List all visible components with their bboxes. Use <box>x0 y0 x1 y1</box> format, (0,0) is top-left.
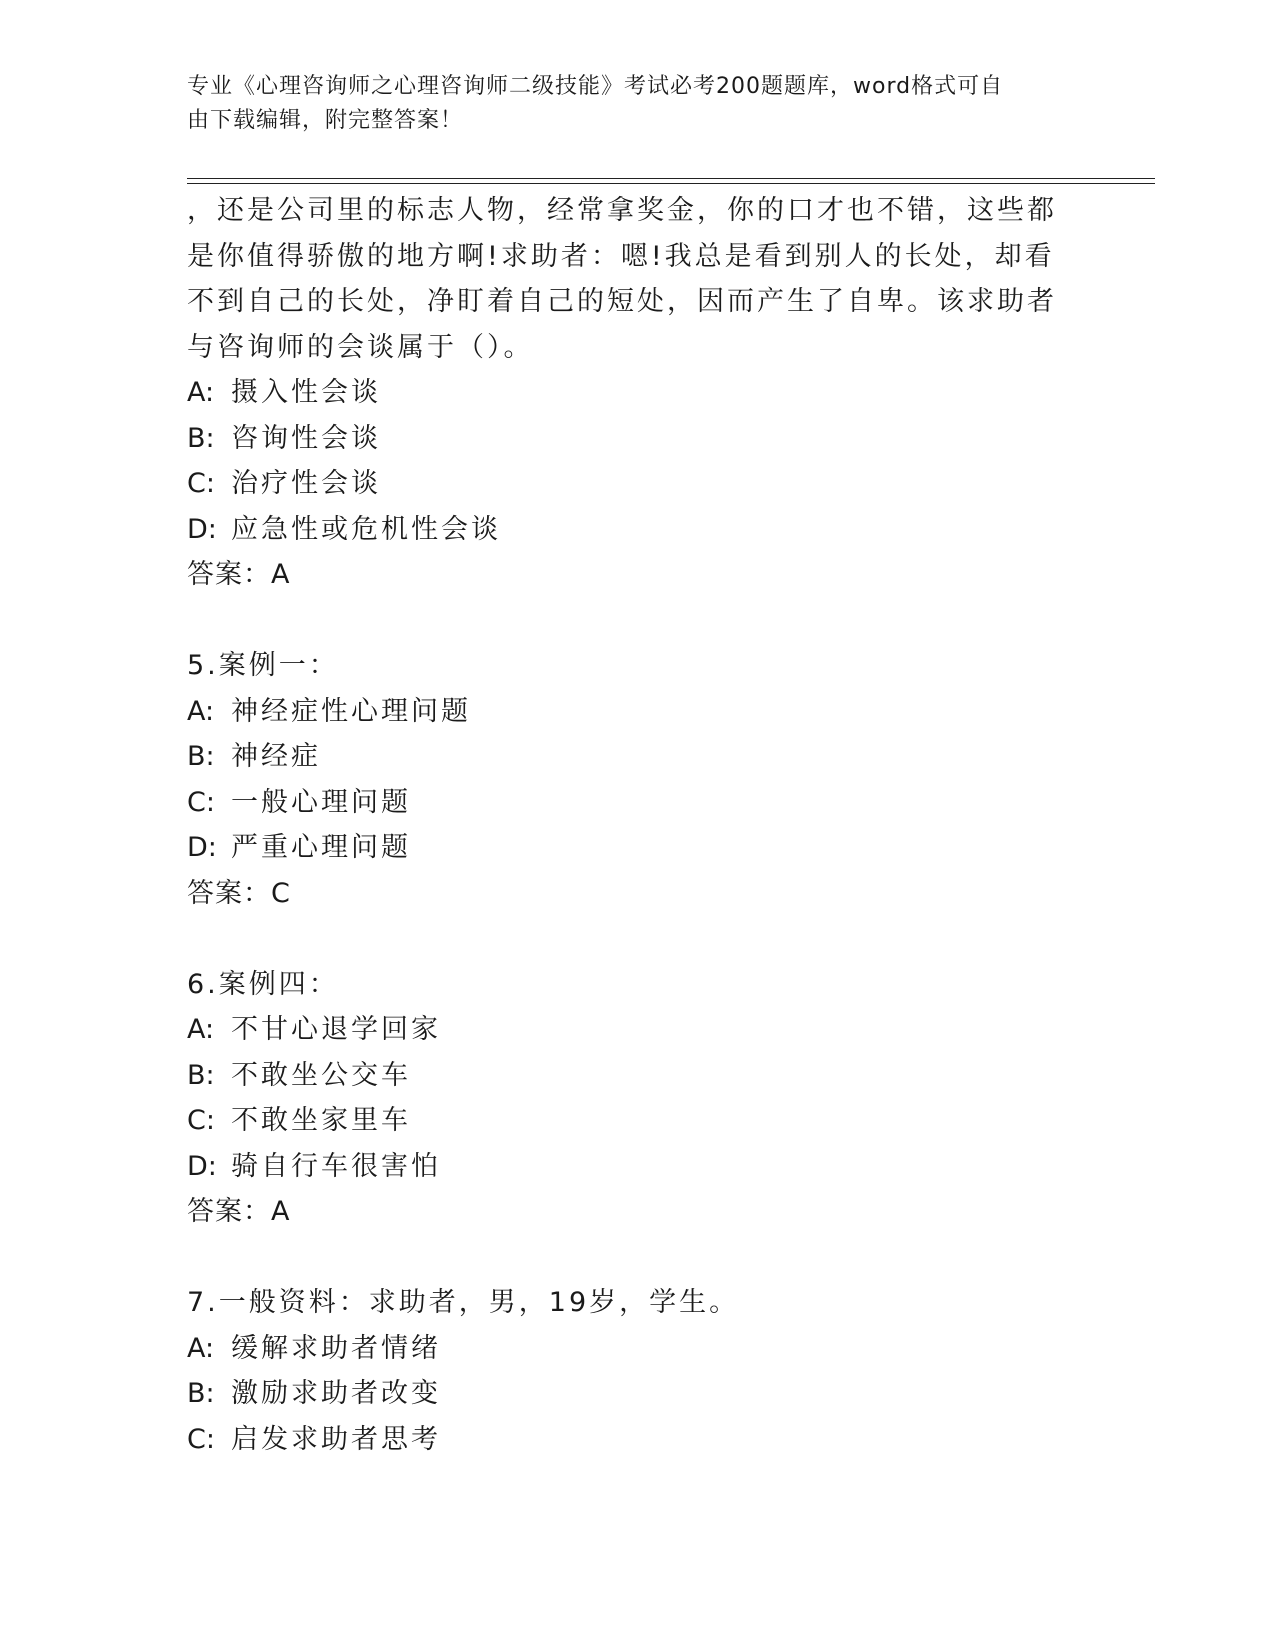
question-5-answer: 答案：C <box>187 877 291 909</box>
question-4-option-d <box>187 507 1067 553</box>
option-label: C: <box>187 786 215 818</box>
option-label: B: <box>187 1059 215 1091</box>
option-label: C: <box>187 1423 215 1455</box>
question-7-option-a <box>187 1326 1067 1372</box>
question-6-option-d <box>187 1144 1067 1190</box>
option-text: 摄入性会谈 <box>231 377 381 408</box>
option-label: D: <box>187 832 217 863</box>
header-rule-bottom <box>187 183 1155 184</box>
option-label: B: <box>187 422 215 454</box>
option-label: A: <box>187 1332 215 1364</box>
option-text: 骑自行车很害怕 <box>231 1150 441 1182</box>
question-list <box>187 188 1067 1462</box>
question-5-option-d <box>187 825 1067 871</box>
option-text: 神经症 <box>231 741 321 772</box>
question-5-text: 5.案例一： <box>187 650 339 681</box>
option-text: 缓解求助者情绪 <box>231 1332 441 1364</box>
option-text: 咨询性会谈 <box>231 422 381 454</box>
header-line-1: 专业《心理咨询师之心理咨询师二级技能》考试必考200题题库，word格式可自 <box>187 74 1004 99</box>
option-text: 不敢坐家里车 <box>231 1105 411 1136</box>
option-text: 一般心理问题 <box>231 786 411 818</box>
question-4-answer: 答案：A <box>187 559 291 590</box>
document-header <box>187 70 1067 138</box>
question-6-answer: 答案：A <box>187 1196 291 1227</box>
question-5-option-c <box>187 780 1067 826</box>
question-4-text: ，还是公司里的标志人物，经常拿奖金，你的口才也不错，这些都是你值得骄傲的地方啊!求助者：嗯!我总是看到别人的长处，却看不到自己的长处，净盯着自己的短处，因而产生了自卑。该求助者与咨询师的会谈属于（）。 <box>187 195 1057 363</box>
question-6-text: 6.案例四： <box>187 968 339 1000</box>
spacer <box>187 1235 1067 1281</box>
option-text: 激励求助者改变 <box>231 1378 441 1409</box>
spacer <box>187 598 1067 644</box>
option-text: 治疗性会谈 <box>231 468 381 499</box>
option-label: A: <box>187 695 215 727</box>
option-text: 严重心理问题 <box>231 832 411 863</box>
header-line-2: 由下载编辑，附完整答案！ <box>187 108 464 133</box>
option-label: B: <box>187 741 215 772</box>
option-label: C: <box>187 1105 215 1136</box>
option-label: B: <box>187 1378 215 1409</box>
question-7-option-c <box>187 1417 1067 1463</box>
option-label: A: <box>187 377 215 408</box>
question-4-option-c <box>187 461 1067 507</box>
question-6-option-c <box>187 1098 1067 1144</box>
spacer <box>187 916 1067 962</box>
option-label: A: <box>187 1014 215 1045</box>
header-rule-top <box>187 178 1155 179</box>
option-text: 不敢坐公交车 <box>231 1059 411 1091</box>
option-text: 启发求助者思考 <box>231 1423 441 1455</box>
question-5-option-a <box>187 689 1067 735</box>
option-text: 神经症性心理问题 <box>231 695 471 727</box>
option-text: 应急性或危机性会谈 <box>231 513 501 545</box>
question-7-text: 7.一般资料：求助者，男，19岁，学生。 <box>187 1287 740 1318</box>
option-label: D: <box>187 513 217 545</box>
question-7-option-b <box>187 1371 1067 1417</box>
question-6-option-a <box>187 1007 1067 1053</box>
question-4-option-b <box>187 416 1067 462</box>
option-label: C: <box>187 468 215 499</box>
question-6-option-b <box>187 1053 1067 1099</box>
question-5-option-b <box>187 734 1067 780</box>
option-text: 不甘心退学回家 <box>231 1014 441 1045</box>
question-4-option-a <box>187 370 1067 416</box>
option-label: D: <box>187 1150 217 1182</box>
